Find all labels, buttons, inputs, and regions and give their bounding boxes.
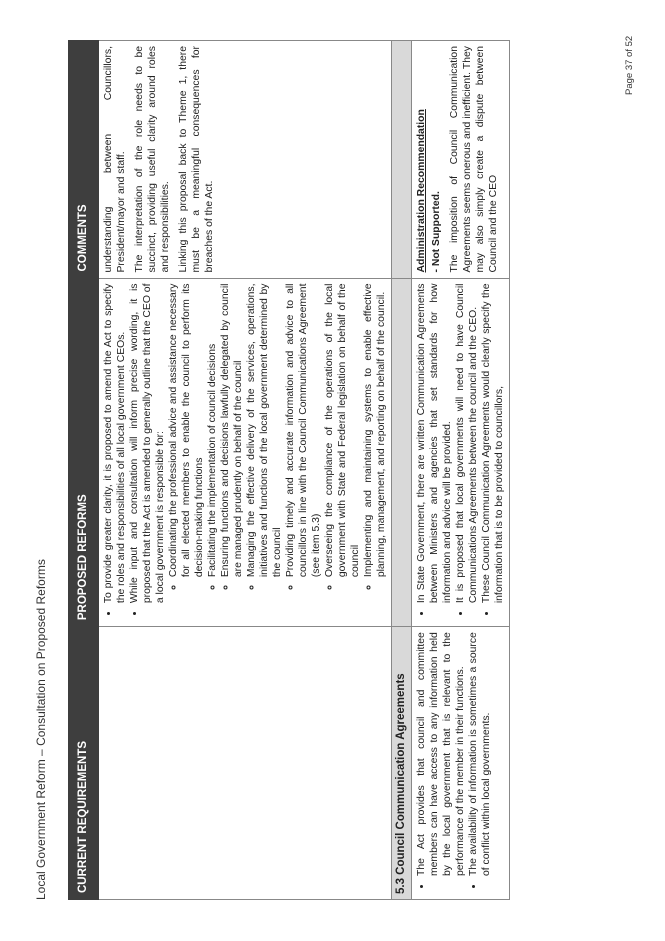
- page-number: Page 37 of 52: [624, 35, 635, 95]
- proposed-reforms-cell: [99, 278, 392, 627]
- section-title: 5.3 Council Communication Agreements: [392, 627, 412, 900]
- comment-paragraph: The imposition of Council Communication Agreements seems onerous and inefficient. They may also simply create a dispute between Council and the CEO: [449, 46, 499, 273]
- comment-paragraph: Linking this proposal back to Theme 1, there must be a meaningful consequences for breaches of the Act.: [178, 46, 215, 273]
- sub-bullet-item: ◦ Coordinating the professional advice and assistance necessary for all elected members to enable the council to perform its decision-making functions: [167, 284, 206, 578]
- current-requirements-cell: [99, 627, 392, 900]
- sub-bullet-item: ◦ Implementing and maintaining systems to enable effective planning, management, and reporting on behalf of the council.: [362, 284, 388, 578]
- bullet-item: • To provide greater clarity, it is proposed to amend the Act to specify the roles and responsibilities of all local government CEOs.: [102, 284, 128, 604]
- sub-bullet-item: ◦ Providing timely and accurate information and advice to all councillors in line with the Council Communications Agreement (see item 5.3): [284, 284, 323, 578]
- bullet-item: [128, 284, 388, 604]
- section-fill: [392, 278, 412, 627]
- comments-cell: [412, 41, 510, 279]
- recommendation-heading: Administration Recommendation: [416, 109, 427, 273]
- reforms-table: [68, 40, 510, 900]
- table-row: [99, 41, 392, 900]
- current-requirements-cell: [412, 627, 510, 900]
- bullet-item: • In State Government, there are written Communication Agreements between Ministers and agencies that set standards for how information and advice will be provided.: [415, 284, 454, 604]
- section-row: [392, 41, 412, 900]
- header-comments: COMMENTS: [69, 41, 99, 279]
- comment-paragraph: understanding between Councillors, President/mayor and staff.: [103, 46, 127, 273]
- comments-cell: [99, 41, 392, 279]
- bullet-item: • The availability of information is sometimes a source of conflict within local governments.: [467, 632, 493, 876]
- table-header-row: [69, 41, 99, 900]
- bullet-item: • The Act provides that council and committee members can have access to any information held by the local government that is relevant to the performance of the member in their functions.: [415, 632, 467, 876]
- bullet-item: • It is proposed that local governments will need to have Council Communications Agreements between the council and the CEO.: [454, 284, 480, 604]
- bullet-item: • These Council Communication Agreements would clearly specify the information that is to be provided to councillors,: [480, 284, 506, 604]
- recommendation-verdict: - Not Supported.: [431, 191, 442, 273]
- document-title: Local Government Reform – Consultation on Proposed Reforms: [34, 559, 48, 900]
- comment-paragraph: The interpretation of the role needs to be succinct, providing useful clarity around roles and responsibilities.: [134, 46, 171, 273]
- sub-bullet-item: ◦ Facilitating the implementation of council decisions: [206, 284, 219, 578]
- proposed-reforms-cell: [412, 278, 510, 627]
- header-current-requirements: CURRENT REQUIREMENTS: [69, 627, 99, 900]
- sub-bullet-item: ◦ Managing the effective delivery of the services, operations, initiatives and functions of the local government determined by the council: [245, 284, 284, 578]
- header-proposed-reforms: PROPOSED REFORMS: [69, 278, 99, 627]
- sub-bullet-item: ◦ Ensuring functions and decisions lawfully delegated by council are managed prudently on behalf of the council: [219, 284, 245, 578]
- table-row: [412, 41, 510, 900]
- sub-bullet-item: ◦ Overseeing the compliance of the operations of the local government with State and Federal legislation on behalf of the council: [323, 284, 362, 578]
- section-fill: [392, 41, 412, 279]
- bullet-text: While input and consultation will inform precise wording, it is proposed that the Act is amended to generally outline that the CEO of a local government is responsible for:: [129, 283, 166, 604]
